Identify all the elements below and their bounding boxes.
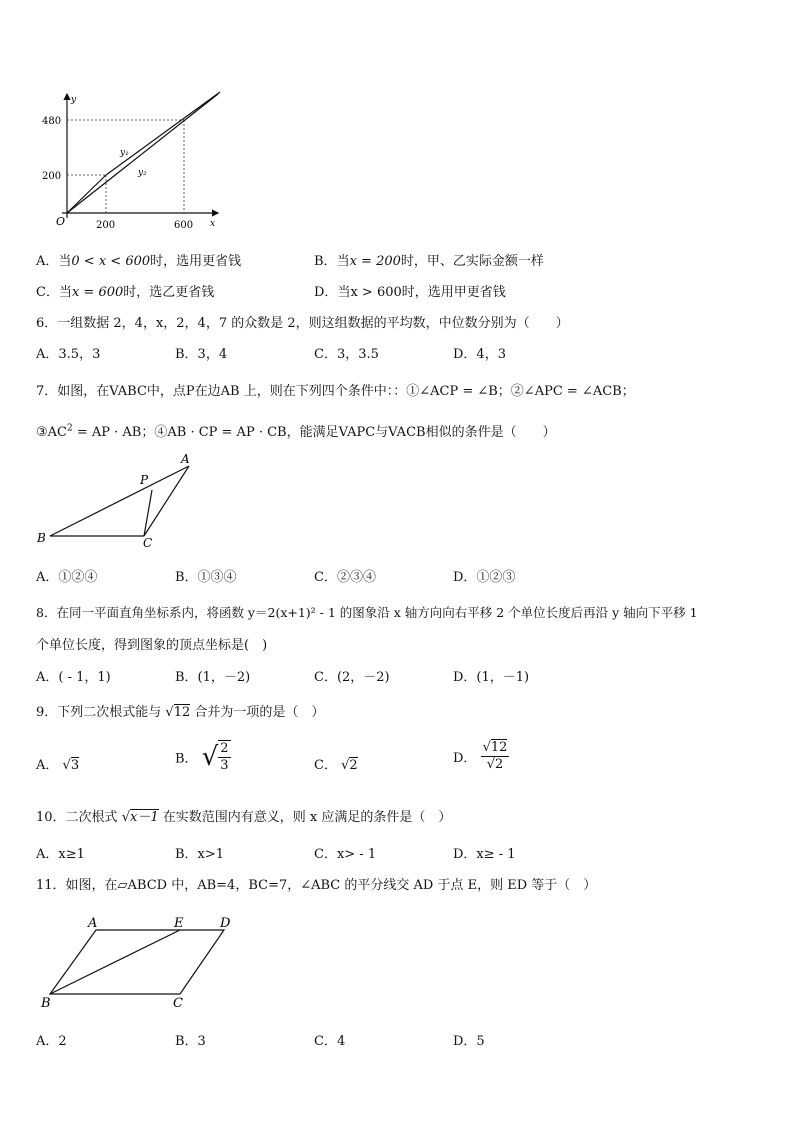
line-y1-ext	[106, 92, 220, 175]
q5-graph	[30, 88, 230, 236]
label-b: B	[41, 996, 51, 1011]
q9-option-a[interactable]: A． √3	[36, 758, 80, 773]
q7-option-a[interactable]: A．①②④	[36, 570, 98, 585]
q11-option-a[interactable]: A．2	[36, 1034, 67, 1049]
q7-stem-line2: $③AC^2$ = AP · AB；④AB · CP = AP · CB，能满足VAPC与VACB相似的条件是（ ）	[36, 423, 556, 440]
q10-stem: 10．二次根式 √x－1 在实数范围内有意义，则 x 应满足的条件是（ ）	[36, 806, 451, 825]
label-y2: y₂	[138, 168, 147, 178]
label-c: C	[143, 536, 153, 550]
q7-option-d[interactable]: D．①②③	[453, 570, 516, 585]
q10-option-c[interactable]: C．x> - 1	[314, 847, 377, 862]
q9-stem: 9．下列二次根式能与 √12 合并为一项的是（ ）	[36, 705, 325, 720]
q9-option-d[interactable]: D． $\frac{√12}{√2}$	[453, 740, 508, 772]
line-y1	[67, 175, 106, 213]
x-tick-200: 200	[96, 220, 116, 231]
q10-option-a[interactable]: A．x≥1	[36, 847, 85, 862]
x-tick-600: 600	[174, 220, 194, 231]
sqrt-12: √12	[165, 705, 191, 720]
q9-option-c[interactable]: C． √2	[314, 758, 358, 773]
sqrt-x-minus-1: √x－1	[121, 810, 159, 825]
q11-option-d[interactable]: D．5	[453, 1034, 485, 1049]
q11-parallelogram-figure	[34, 910, 254, 1015]
q5-option-d[interactable]: D．当x > 600时，选用甲更省钱	[314, 285, 506, 300]
x-axis-label: x	[210, 219, 216, 229]
q5-option-c[interactable]: C．当x = 600时，选乙更省钱	[36, 285, 215, 300]
q8-stem-line1: 8．在同一平面直角坐标系内，将函数 y＝2(x+1)² - 1 的图象沿 x 轴方向向右平移 2 个单位长度后再沿 y 轴向下平移 1	[36, 605, 698, 620]
y-axis-label: y	[71, 95, 77, 105]
label-a: A	[181, 452, 190, 466]
label-c: C	[173, 996, 183, 1011]
q6-option-b[interactable]: B．3，4	[175, 347, 228, 362]
q11-stem: 11．如图，在▱ABCD 中，AB=4，BC=7，∠ABC 的平分线交 AD 于点 E，则 ED 等于（ ）	[36, 878, 597, 893]
q7-stem-line1: 7．如图，在VABC中，点P在边AB 上，则在下列四个条件中：：①∠ACP = ∠B；②∠APC = ∠ACB；	[36, 384, 635, 399]
q7-option-b[interactable]: B．①③④	[175, 570, 237, 585]
q11-option-b[interactable]: B．3	[175, 1034, 206, 1049]
q8-option-a[interactable]: A．( - 1，1)	[36, 670, 111, 685]
q9-option-b[interactable]: B． √ $\frac{2}{3}$	[175, 741, 229, 773]
q10-option-b[interactable]: B．x>1	[175, 847, 225, 862]
q6-option-d[interactable]: D．4，3	[453, 347, 506, 362]
q8-option-b[interactable]: B．(1，－2)	[175, 670, 251, 685]
q7-option-c[interactable]: C．②③④	[314, 570, 376, 585]
label-y1: y₁	[120, 148, 129, 158]
origin-label: O	[56, 215, 66, 228]
q8-option-d[interactable]: D．(1，－1)	[453, 670, 530, 685]
q10-option-d[interactable]: D．x≥ - 1	[453, 847, 516, 862]
y-tick-480: 480	[42, 116, 62, 127]
q6-stem: 6．一组数据 2，4，x，2，4，7 的众数是 2，则这组数据的平均数，中位数分别为（ ）	[36, 316, 569, 331]
label-p: P	[140, 473, 149, 487]
q8-stem-line2: 个单位长度，得到图象的顶点坐标是( )	[36, 638, 268, 653]
y-tick-200: 200	[42, 171, 62, 182]
label-a: A	[88, 916, 98, 931]
q8-option-c[interactable]: C．(2，－2)	[314, 670, 390, 685]
line-y2	[67, 94, 218, 213]
q7-triangle-figure	[34, 450, 204, 550]
q6-option-a[interactable]: A．3.5，3	[36, 347, 101, 362]
label-d: D	[220, 916, 231, 931]
q5-option-b[interactable]: B．当x = 200时，甲、乙实际金额一样	[314, 254, 544, 269]
label-e: E	[174, 916, 184, 931]
label-b: B	[37, 531, 46, 545]
q5-option-a[interactable]: A．当0 < x < 600时，选用更省钱	[36, 254, 242, 269]
q6-option-c[interactable]: C．3，3.5	[314, 347, 379, 362]
q11-option-c[interactable]: C．4	[314, 1034, 346, 1049]
